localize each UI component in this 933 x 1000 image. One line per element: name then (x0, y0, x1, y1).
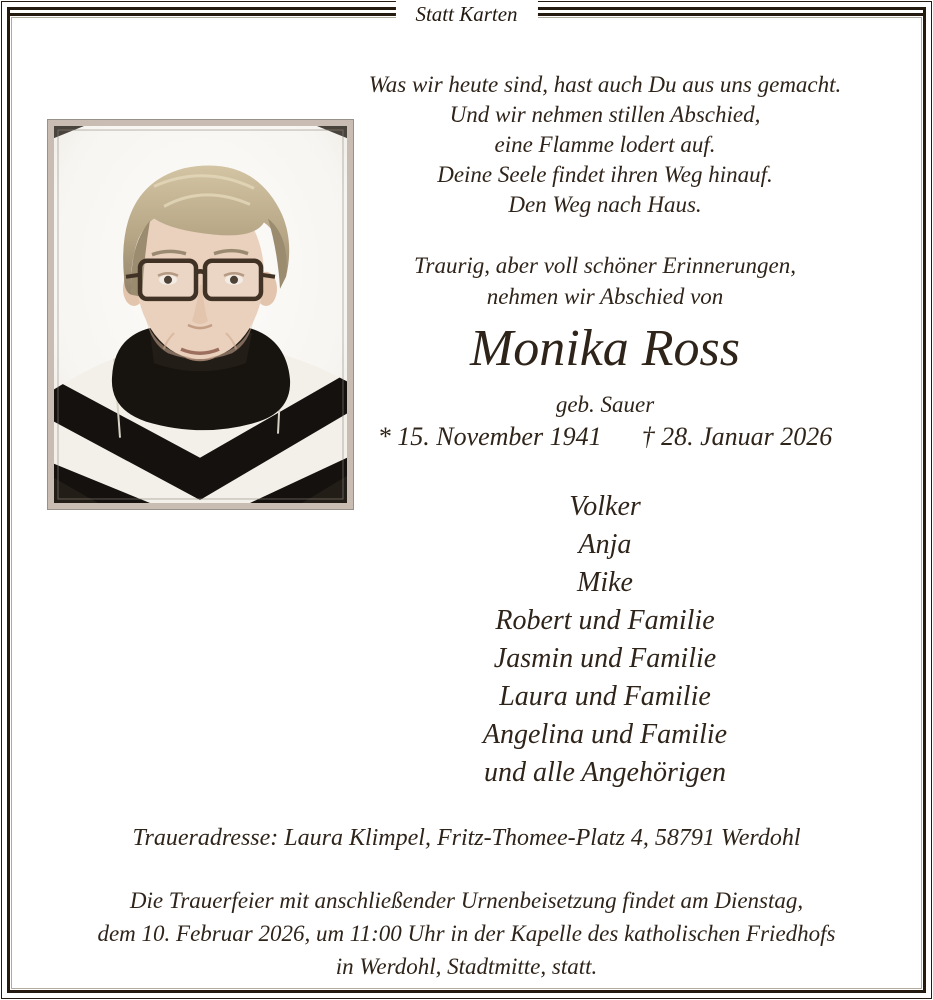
life-dates (350, 422, 860, 452)
funeral-line: Die Trauerfeier mit anschließender Urnenbeisetzung findet am Dienstag, (129, 888, 804, 913)
intro-line: nehmen wir Abschied von (486, 284, 724, 309)
maiden-name: geb. Sauer (555, 392, 655, 417)
deceased-name: Monika Ross (469, 320, 741, 377)
verse-line: eine Flamme lodert auf. (494, 132, 716, 157)
portrait-photo (48, 120, 353, 509)
memorial-verse (350, 70, 860, 220)
funeral-line: dem 10. Februar 2026, um 11:00 Uhr in der Kapelle des katholischen Friedhofs (97, 921, 836, 946)
header-label: Statt Karten (395, 0, 537, 30)
intro-line: Traurig, aber voll schöner Erinnerungen, (413, 253, 797, 278)
funeral-info (40, 884, 893, 983)
mourner-name: Angelina und Familie (482, 719, 728, 750)
death-date: † 28. Januar 2026 (641, 422, 833, 451)
mourner-name: Mike (577, 567, 633, 598)
birth-date: * 15. November 1941 (377, 422, 602, 451)
verse-line: Den Weg nach Haus. (508, 192, 702, 217)
mourner-name: Anja (578, 529, 632, 560)
farewell-intro (350, 250, 860, 312)
mourner-name: und alle Angehörigen (483, 757, 727, 788)
mourner-name: Jasmin und Familie (493, 643, 717, 674)
portrait-illustration (54, 126, 347, 503)
mourners-list (350, 488, 860, 792)
mourner-name: Robert und Familie (495, 605, 715, 636)
verse-line: Was wir heute sind, hast auch Du aus uns gemacht. (368, 72, 842, 97)
mourner-name: Volker (569, 491, 641, 522)
mourner-name: Laura und Familie (499, 681, 711, 712)
verse-line: Deine Seele findet ihren Weg hinauf. (437, 162, 773, 187)
funeral-line: in Werdohl, Stadtmitte, statt. (335, 954, 598, 979)
mourning-address: Traueradresse: Laura Klimpel, Fritz-Thomee-Platz 4, 58791 Werdohl (132, 825, 801, 851)
verse-line: Und wir nehmen stillen Abschied, (449, 102, 761, 127)
